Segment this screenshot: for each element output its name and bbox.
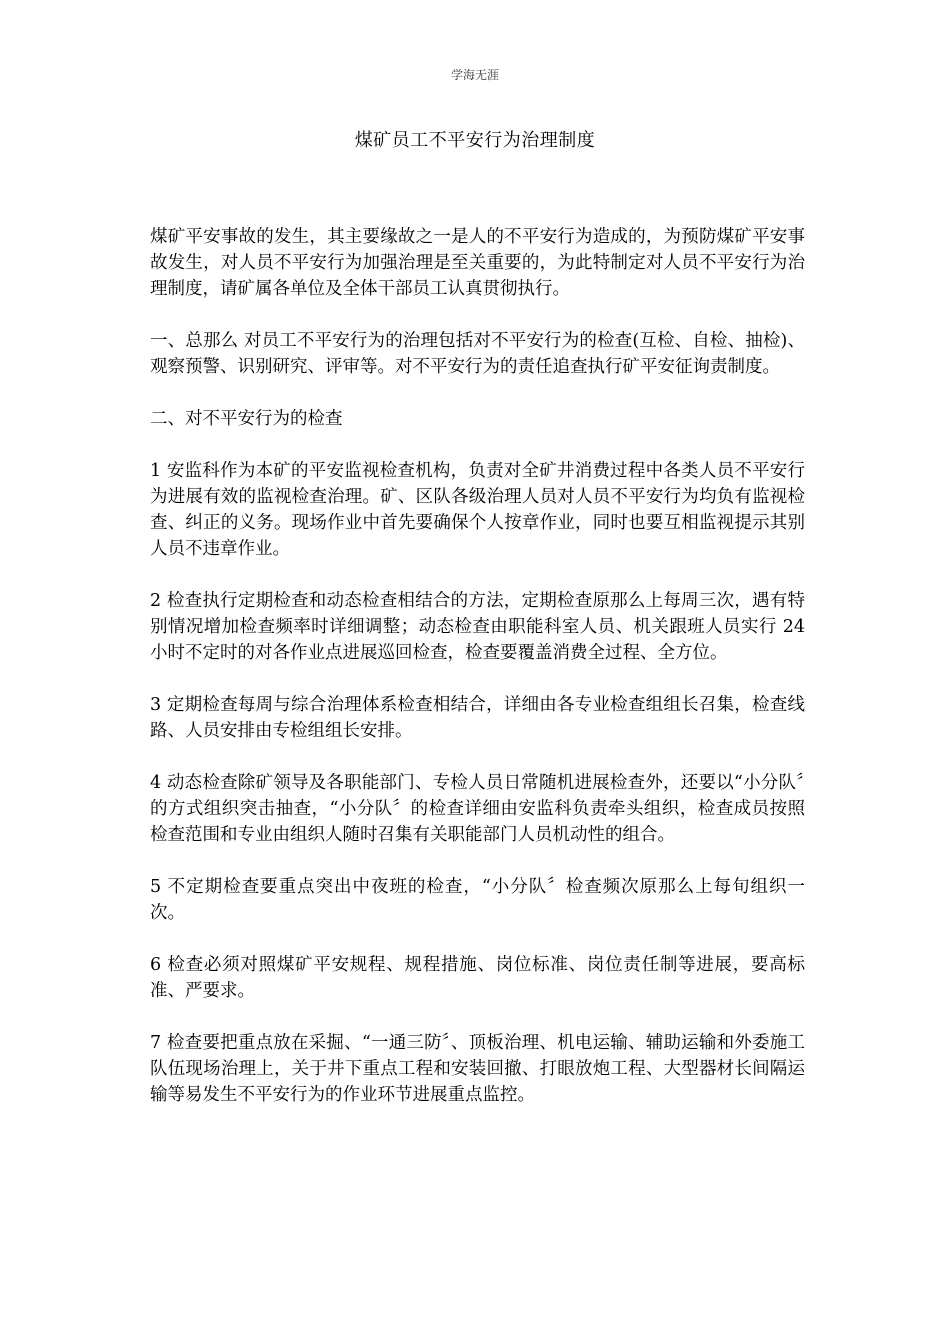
paragraph-item-6: 6 检查必须对照煤矿平安规程、规程措施、岗位标准、岗位责任制等进展，要高标准、严要求。 <box>150 955 805 1001</box>
paragraph-item-4: 4 动态检查除矿领导及各职能部门、专检人员日常随机进展检查外，还要以“小分队〞的方式组织突击抽查，“小分队〞的检查详细由安监科负责牵头组织，检查成员按照检查范围和专业由组织人随时召集有关职能部门人员机动性的组合。 <box>150 773 805 845</box>
paragraph-item-2: 2 检查执行定期检查和动态检查相结合的方法，定期检查原那么上每周三次，遇有特别情况增加检查频率时详细调整；动态检查由职能科室人员、机关跟班人员实行 24 小时不定时的对各作业点进展巡回检查，检查要覆盖消费全过程、全方位。 <box>150 591 805 663</box>
paragraph-item-1: 1 安监科作为本矿的平安监视检查机构，负责对全矿井消费过程中各类人员不平安行为进展有效的监视检查治理。矿、区队各级治理人员对人员不平安行为均负有监视检查、纠正的义务。现场作业中首先要确保个人按章作业，同时也要互相监视提示其别人员不违章作业。 <box>150 461 805 559</box>
document-body <box>150 224 805 1134</box>
document-title: 煤矿员工不平安行为治理制度 <box>354 130 596 151</box>
paragraph-section-1: 一、总那么 对员工不平安行为的治理包括对不平安行为的检查(互检、自检、抽检)、观察预警、识别研究、评审等。对不平安行为的责任追查执行矿平安征询责制度。 <box>150 331 805 377</box>
paragraph-item-5: 5 不定期检查要重点突出中夜班的检查，“小分队〞检查频次原那么上每旬组织一次。 <box>150 877 805 923</box>
paragraph-item-7: 7 检查要把重点放在采掘、“一通三防〞、顶板治理、机电运输、辅助运输和外委施工队伍现场治理上，关于井下重点工程和安装回撤、打眼放炮工程、大型器材长间隔运输等易发生不平安行为的作业环节进展重点监控。 <box>150 1033 805 1105</box>
page-header: 学海无涯 <box>450 68 499 82</box>
paragraph-item-3: 3 定期检查每周与综合治理体系检查相结合，详细由各专业检查组组长召集，检查线路、人员安排由专检组组长安排。 <box>150 695 805 741</box>
section-heading-2: 二、对不平安行为的检查 <box>150 409 343 429</box>
paragraph-intro: 煤矿平安事故的发生，其主要缘故之一是人的不平安行为造成的，为预防煤矿平安事故发生，对人员不平安行为加强治理是至关重要的，为此特制定对人员不平安行为治理制度，请矿属各单位及全体干部员工认真贯彻执行。 <box>150 227 805 299</box>
